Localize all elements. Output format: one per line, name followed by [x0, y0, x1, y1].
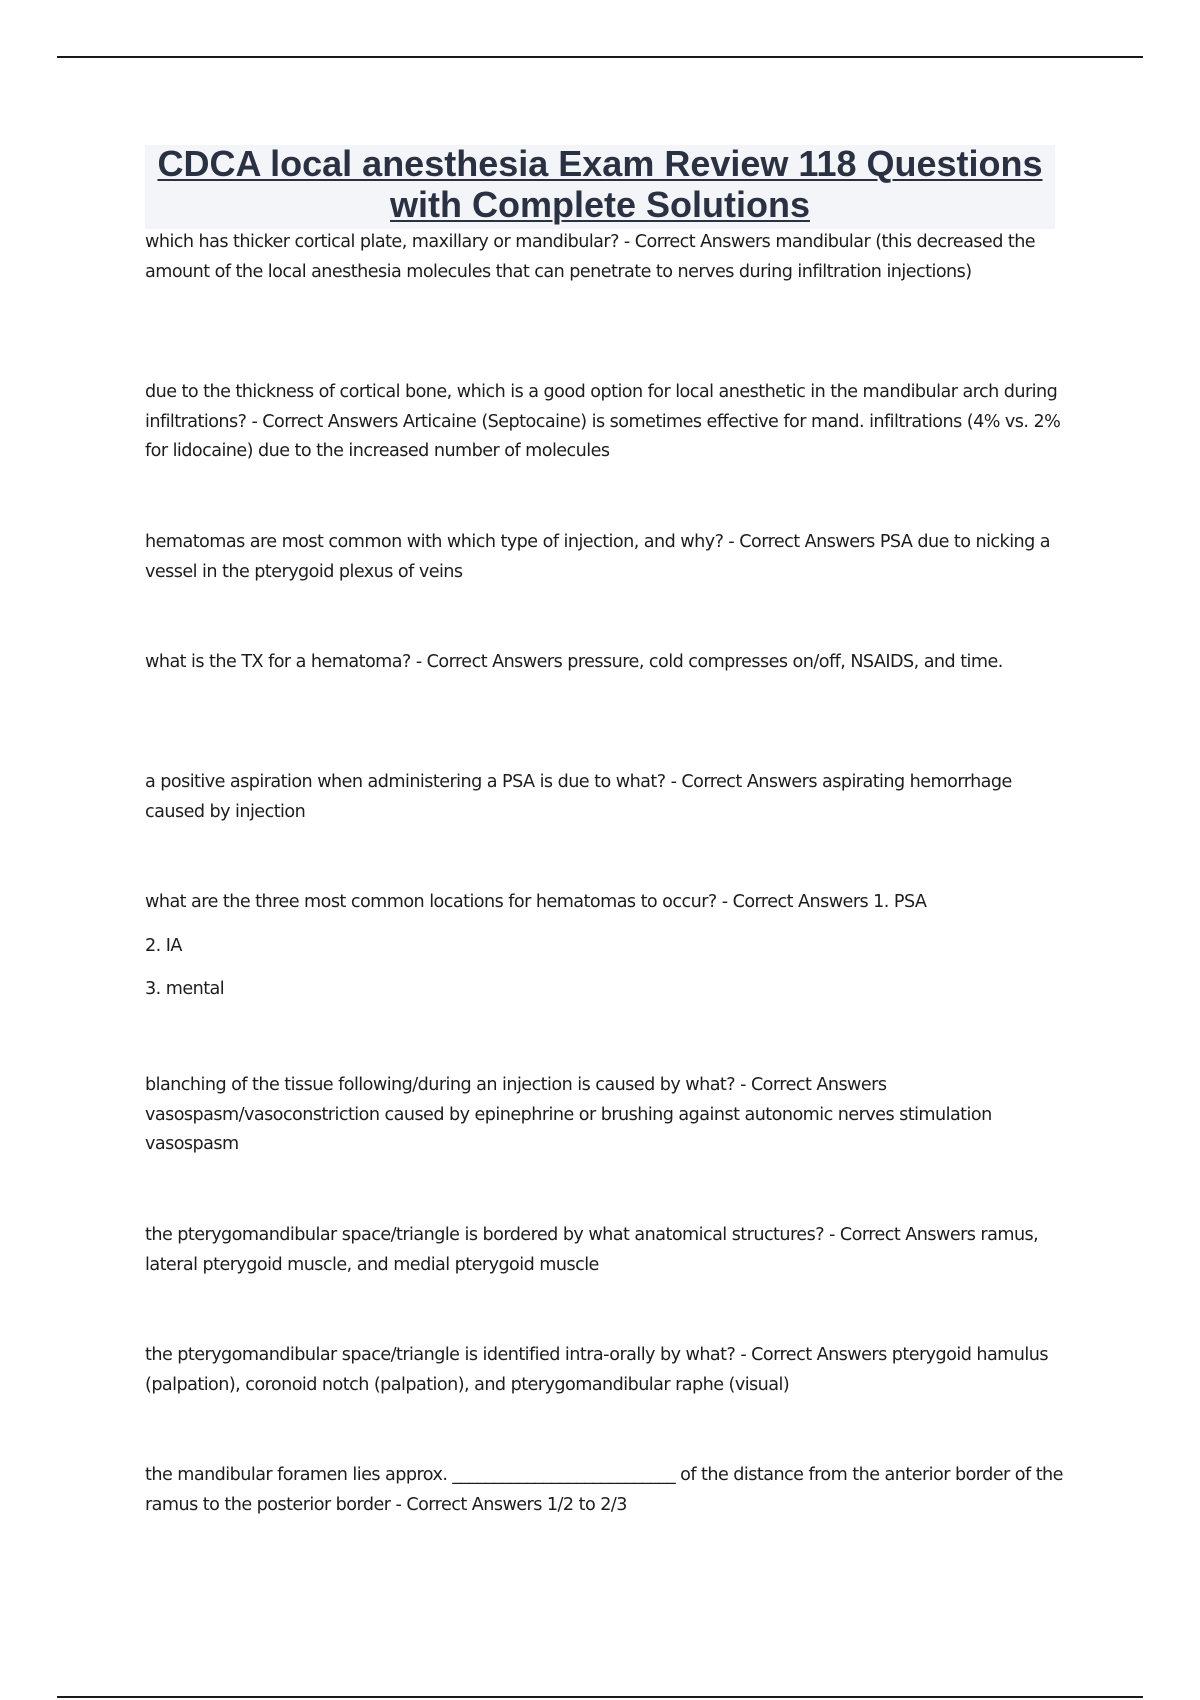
qa-entry-6: [145, 888, 1065, 1005]
qa-text: what is the TX for a hematoma? - Correct Answers pressure, cold compresses on/off, NSAIDS, and time.: [145, 652, 1003, 672]
qa-entry-10: [145, 1461, 1065, 1520]
qa-entry-4: [145, 648, 1065, 678]
qa-text: blanching of the tissue following/during an injection is caused by what? - Correct Answers vasospasm/vasoconstriction caused by epinephrine or brushing against autonomic nerves stimulation vasospasm: [145, 1075, 992, 1154]
qa-text: a positive aspiration when administering a PSA is due to what? - Correct Answers aspirating hemorrhage caused by injection: [145, 772, 1012, 822]
qa-text: the mandibular foramen lies approx. ___________________________ of the distance from the anterior border of the ramus to the posterior border - Correct Answers 1/2 to 2/3: [145, 1465, 1063, 1515]
document-title: CDCA local anesthesia Exam Review 118 Questions with Complete Solutions: [157, 143, 1043, 225]
qa-entry-3: [145, 528, 1065, 587]
qa-entry-5: [145, 768, 1065, 827]
qa-list-item: 3. mental: [145, 979, 225, 999]
qa-entry-7: [145, 1071, 1065, 1160]
qa-entry-1: [145, 228, 1065, 287]
qa-entry-2: [145, 378, 1065, 467]
qa-text: which has thicker cortical plate, maxillary or mandibular? - Correct Answers mandibular (this decreased the amount of the local anesthesia molecules that can penetrate to nerves during infiltration injections): [145, 232, 1036, 282]
qa-entry-8: [145, 1221, 1065, 1280]
qa-text: the pterygomandibular space/triangle is identified intra-orally by what? - Correct Answers pterygoid hamulus (palpation), coronoid notch (palpation), and pterygomandibular raphe (visual): [145, 1345, 1048, 1395]
qa-text: hematomas are most common with which type of injection, and why? - Correct Answers PSA due to nicking a vessel in the pterygoid plexus of veins: [145, 532, 1051, 582]
qa-text: what are the three most common locations for hematomas to occur? - Correct Answers 1. PSA: [145, 892, 927, 912]
qa-text: the pterygomandibular space/triangle is bordered by what anatomical structures? - Correct Answers ramus, lateral pterygoid muscle, and medial pterygoid muscle: [145, 1225, 1039, 1275]
qa-text: due to the thickness of cortical bone, which is a good option for local anesthetic in the mandibular arch during infiltrations? - Correct Answers Articaine (Septocaine) is sometimes effective for mand. infiltrations (4% vs. 2% for lidocaine) due to the increased number of molecules: [145, 382, 1061, 461]
qa-entry-9: [145, 1341, 1065, 1400]
page-bottom-rule: [57, 1696, 1143, 1698]
page-top-rule: [57, 56, 1143, 58]
qa-list-item: 2. IA: [145, 935, 182, 956]
